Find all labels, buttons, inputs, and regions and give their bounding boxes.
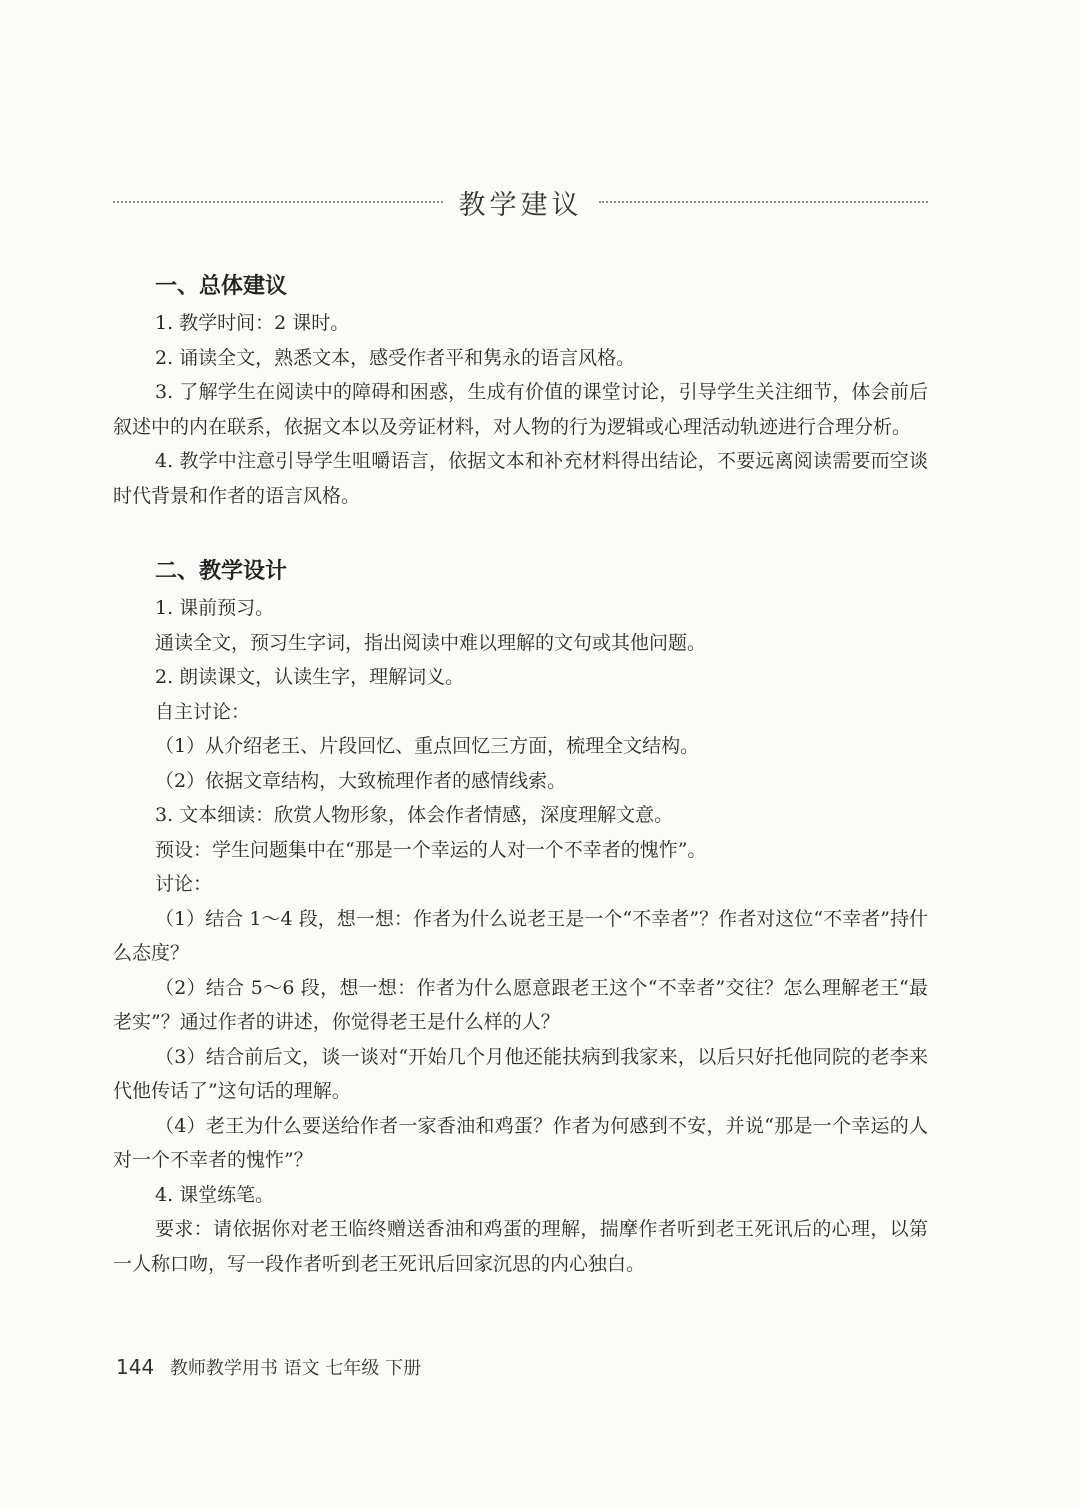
paragraph: 1. 教学时间：2 课时。 [155, 312, 350, 334]
paragraph: 讨论： [155, 873, 213, 895]
page-number: 144 [116, 1355, 155, 1379]
section-heading-design: 二、教学设计 [155, 559, 288, 584]
paragraph: 2. 诵读全文，熟悉文本，感受作者平和隽永的语言风格。 [155, 346, 636, 369]
paragraph: 预设：学生问题集中在“那是一个幸运的人对一个不幸者的愧怍”。 [155, 838, 707, 861]
section-heading-general: 一、总体建议 [155, 274, 288, 299]
paragraph: （1）结合 1～4 段，想一想：作者为什么说老王是一个“不幸者”？作者对这位“不幸者”持什么态度？ [113, 907, 928, 964]
paragraph: 4. 课堂练笔。 [155, 1183, 275, 1206]
header-rule-right [599, 201, 929, 203]
paragraph: 2. 朗读课文，认读生字，理解词义。 [155, 666, 465, 688]
page-header [113, 180, 928, 224]
paragraph: 3. 了解学生在阅读中的障碍和困惑，生成有价值的课堂讨论，引导学生关注细节，体会前后叙述中的内在联系，依据文本以及旁证材料，对人物的行为逻辑或心理活动轨迹进行合理分析。 [113, 381, 928, 438]
page-title: 教学建议 [458, 189, 583, 221]
book-title: 教师教学用书 语文 七年级 下册 [169, 1358, 422, 1379]
paragraph: （3）结合前后文，谈一谈对“开始几个月他还能扶病到我家来，以后只好托他同院的老李来代他传话了”这句话的理解。 [113, 1045, 928, 1102]
paragraph: （2）结合 5～6 段，想一想：作者为什么愿意跟老王这个“不幸者”交往？怎么理解老王“最老实”？通过作者的讲述，你觉得老王是什么样的人？ [113, 976, 928, 1033]
paragraph: 1. 课前预习。 [155, 597, 275, 619]
paragraph: 自主讨论： [155, 700, 251, 723]
paragraph: 要求：请依据你对老王临终赠送香油和鸡蛋的理解，揣摩作者听到老王死讯后的心理，以第一人称口吻，写一段作者听到老王死讯后回家沉思的内心独白。 [113, 1218, 928, 1275]
paragraph: 通读全文，预习生字词，指出阅读中难以理解的文句或其他问题。 [155, 631, 707, 654]
paragraph: 4. 教学中注意引导学生咀嚼语言，依据文本和补充材料得出结论，不要远离阅读需要而空谈时代背景和作者的语言风格。 [113, 450, 928, 507]
paragraph: （4）老王为什么要送给作者一家香油和鸡蛋？作者为何感到不安，并说“那是一个幸运的人对一个不幸者的愧怍”？ [113, 1114, 928, 1171]
main-content [113, 268, 928, 1281]
paragraph: （2）依据文章结构，大致梳理作者的感情线索。 [155, 769, 567, 792]
header-rule-left [113, 201, 443, 203]
paragraph: 3. 文本细读：欣赏人物形象，体会作者情感，深度理解文意。 [155, 804, 674, 826]
page-footer [116, 1354, 421, 1380]
paragraph: （1）从介绍老王、片段回忆、重点回忆三方面，梳理全文结构。 [155, 735, 700, 757]
